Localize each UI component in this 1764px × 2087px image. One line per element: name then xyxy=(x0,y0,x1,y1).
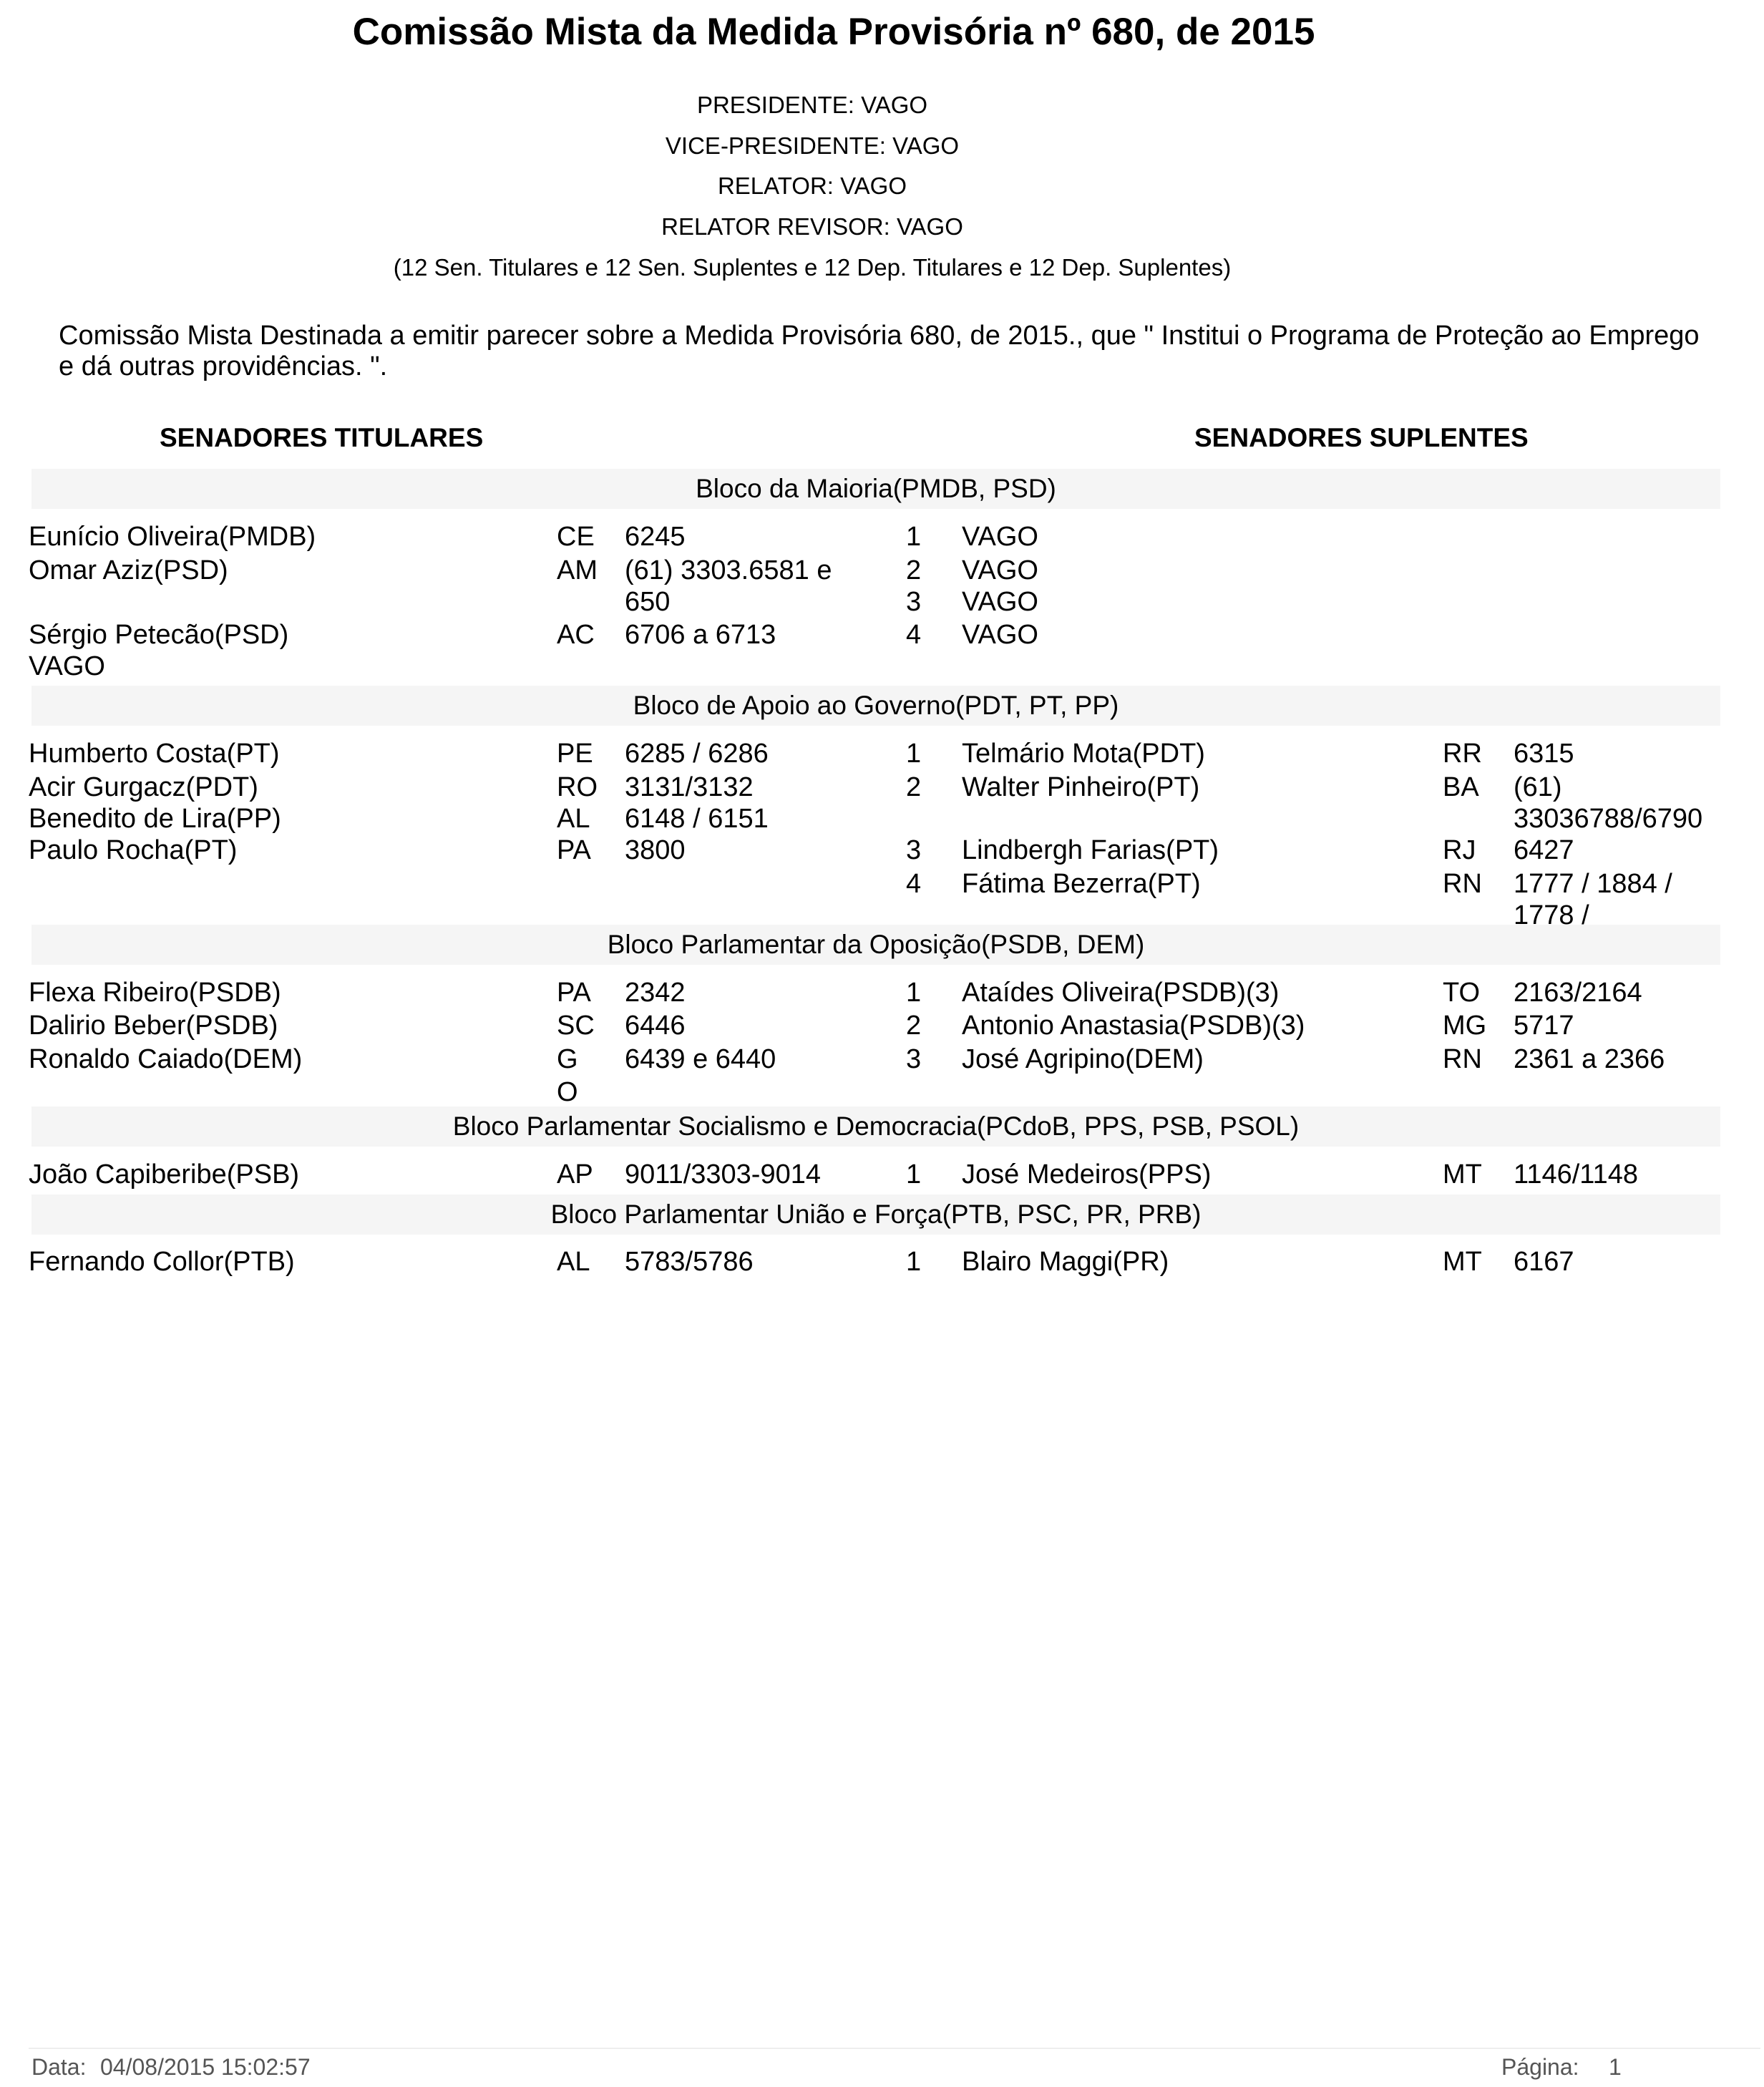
vice-presidente: VICE-PRESIDENTE: VAGO xyxy=(665,132,960,159)
titular-name: Fernando Collor(PTB) xyxy=(29,1247,295,1277)
suplente-name: Telmário Mota(PDT) xyxy=(962,739,1205,769)
suplente-phone: 6167 xyxy=(1514,1247,1574,1277)
suplente-uf: TO xyxy=(1443,978,1481,1008)
suplente-name: José Medeiros(PPS) xyxy=(962,1159,1212,1190)
suplente-phone: 6315 xyxy=(1514,739,1574,769)
bloco-header: Bloco da Maioria(PMDB, PSD) xyxy=(31,469,1720,509)
table-row xyxy=(0,650,1764,683)
titular-phone: 6439 e 6440 xyxy=(625,1044,776,1074)
table-row xyxy=(0,771,1764,804)
table-row xyxy=(0,737,1764,770)
titular-name: Acir Gurgacz(PDT) xyxy=(29,772,258,802)
footer-date-label: Data: xyxy=(31,2054,87,2080)
titular-uf: CE xyxy=(557,522,595,552)
titular-phone: 3800 xyxy=(625,835,686,865)
titular-phone: 3131/3132 xyxy=(625,772,754,802)
suplente-number: 1 xyxy=(906,1159,922,1190)
table-row xyxy=(0,1245,1764,1278)
suplente-uf: BA xyxy=(1443,772,1479,802)
titular-uf: AL xyxy=(557,804,590,834)
suplente-number: 2 xyxy=(906,1011,922,1041)
suplente-phone: 33036788/6790 xyxy=(1514,804,1703,834)
suplente-phone: 1777 / 1884 / xyxy=(1514,869,1672,899)
titular-uf: AP xyxy=(557,1159,593,1190)
presidente: PRESIDENTE: VAGO xyxy=(696,92,928,118)
table-row xyxy=(0,834,1764,867)
bloco-header: Bloco de Apoio ao Governo(PDT, PT, PP) xyxy=(31,686,1720,726)
suplente-number: 4 xyxy=(906,620,922,650)
suplente-name: Lindbergh Farias(PT) xyxy=(962,835,1219,865)
titular-uf: RO xyxy=(557,772,598,802)
suplente-uf: RJ xyxy=(1443,835,1476,865)
suplente-name: Ataídes Oliveira(PSDB)(3) xyxy=(962,978,1280,1008)
bloco-header: Bloco Parlamentar União e Força(PTB, PSC, PR, PRB) xyxy=(31,1195,1720,1235)
suplente-phone: 2361 a 2366 xyxy=(1514,1044,1665,1074)
titular-phone: 2342 xyxy=(625,978,686,1008)
titular-uf: O xyxy=(557,1077,578,1107)
suplente-name: José Agripino(DEM) xyxy=(962,1044,1204,1074)
titular-phone: 6706 a 6713 xyxy=(625,620,776,650)
suplente-number: 1 xyxy=(906,978,922,1008)
suplente-name: VAGO xyxy=(962,620,1038,650)
suplente-number: 2 xyxy=(906,772,922,802)
table-row xyxy=(0,1009,1764,1042)
document-title: Comissão Mista da Medida Provisória nº 680, de 2015 xyxy=(352,11,1315,53)
titular-name: Paulo Rocha(PT) xyxy=(29,835,238,865)
titular-uf: PA xyxy=(557,978,591,1008)
titular-name: Dalirio Beber(PSDB) xyxy=(29,1011,278,1041)
titular-phone: 9011/3303-9014 xyxy=(625,1159,821,1190)
titular-name: Benedito de Lira(PP) xyxy=(29,804,281,834)
table-row xyxy=(0,554,1764,587)
suplente-number: 1 xyxy=(906,1247,922,1277)
suplente-name: Antonio Anastasia(PSDB)(3) xyxy=(962,1011,1305,1041)
titular-uf: PA xyxy=(557,835,591,865)
suplente-uf: RR xyxy=(1443,739,1482,769)
titular-uf: SC xyxy=(557,1011,595,1041)
header-senadores-titulares: SENADORES TITULARES xyxy=(160,423,484,452)
titular-name: Humberto Costa(PT) xyxy=(29,739,280,769)
titular-phone: 5783/5786 xyxy=(625,1247,754,1277)
table-row xyxy=(0,976,1764,1009)
titular-uf: AL xyxy=(557,1247,590,1277)
footer-date-value: 04/08/2015 15:02:57 xyxy=(100,2054,311,2080)
suplente-number: 3 xyxy=(906,835,922,865)
suplente-phone: 5717 xyxy=(1514,1011,1574,1041)
titular-name: João Capiberibe(PSB) xyxy=(29,1159,300,1190)
titular-name: Flexa Ribeiro(PSDB) xyxy=(29,978,281,1008)
titular-uf: PE xyxy=(557,739,593,769)
suplente-phone: 6427 xyxy=(1514,835,1574,865)
titular-name: Sérgio Petecão(PSD) xyxy=(29,620,289,650)
table-row xyxy=(0,1076,1764,1109)
suplente-name: VAGO xyxy=(962,522,1038,552)
footer-page-label: Página: xyxy=(1501,2054,1579,2080)
suplente-uf: MG xyxy=(1443,1011,1487,1041)
footer-divider xyxy=(29,2048,1760,2049)
suplente-number: 3 xyxy=(906,587,922,617)
table-row xyxy=(0,520,1764,553)
titular-phone: (61) 3303.6581 e xyxy=(625,555,832,585)
suplente-phone: 2163/2164 xyxy=(1514,978,1642,1008)
suplente-name: VAGO xyxy=(962,555,1038,585)
bloco-header: Bloco Parlamentar Socialismo e Democracia(PCdoB, PPS, PSB, PSOL) xyxy=(31,1106,1720,1147)
titular-name: Omar Aziz(PSD) xyxy=(29,555,228,585)
table-row xyxy=(0,1043,1764,1076)
suplente-name: Walter Pinheiro(PT) xyxy=(962,772,1200,802)
suplente-name: VAGO xyxy=(962,587,1038,617)
titular-name: VAGO xyxy=(29,651,105,681)
suplente-phone: 1146/1148 xyxy=(1514,1159,1638,1190)
relator: RELATOR: VAGO xyxy=(717,172,907,199)
table-row xyxy=(0,899,1764,932)
suplente-uf: RN xyxy=(1443,869,1482,899)
suplente-name: Blairo Maggi(PR) xyxy=(962,1247,1169,1277)
titular-phone: 6245 xyxy=(625,522,686,552)
commission-description: Comissão Mista Destinada a emitir parecer sobre a Medida Provisória 680, de 2015., que " Institui o Programa de Proteção ao Emprego e dá outras providências. ". xyxy=(59,321,1700,381)
titular-phone: 650 xyxy=(625,587,671,617)
header-senadores-suplentes: SENADORES SUPLENTES xyxy=(1194,423,1529,452)
table-row xyxy=(0,618,1764,651)
titular-phone: 6285 / 6286 xyxy=(625,739,769,769)
relator-revisor: RELATOR REVISOR: VAGO xyxy=(661,213,963,240)
suplente-number: 2 xyxy=(906,555,922,585)
composicao: (12 Sen. Titulares e 12 Sen. Suplentes e 12 Dep. Titulares e 12 Dep. Suplentes) xyxy=(393,254,1232,281)
table-row xyxy=(0,867,1764,900)
suplente-name: Fátima Bezerra(PT) xyxy=(962,869,1201,899)
suplente-uf: MT xyxy=(1443,1247,1482,1277)
table-row xyxy=(0,1158,1764,1191)
titular-uf: AC xyxy=(557,620,595,650)
titular-name: Ronaldo Caiado(DEM) xyxy=(29,1044,303,1074)
table-row xyxy=(0,802,1764,835)
suplente-number: 1 xyxy=(906,739,922,769)
suplente-phone: (61) xyxy=(1514,772,1562,802)
suplente-number: 3 xyxy=(906,1044,922,1074)
titular-phone: 6446 xyxy=(625,1011,686,1041)
suplente-number: 4 xyxy=(906,869,922,899)
table-row xyxy=(0,585,1764,618)
titular-uf: AM xyxy=(557,555,598,585)
suplente-uf: RN xyxy=(1443,1044,1482,1074)
bloco-header: Bloco Parlamentar da Oposição(PSDB, DEM) xyxy=(31,925,1720,965)
footer-page-number: 1 xyxy=(1609,2054,1622,2080)
titular-uf: G xyxy=(557,1044,578,1074)
titular-name: Eunício Oliveira(PMDB) xyxy=(29,522,316,552)
titular-phone: 6148 / 6151 xyxy=(625,804,769,834)
suplente-phone: 1778 / xyxy=(1514,900,1589,930)
suplente-uf: MT xyxy=(1443,1159,1482,1190)
suplente-number: 1 xyxy=(906,522,922,552)
